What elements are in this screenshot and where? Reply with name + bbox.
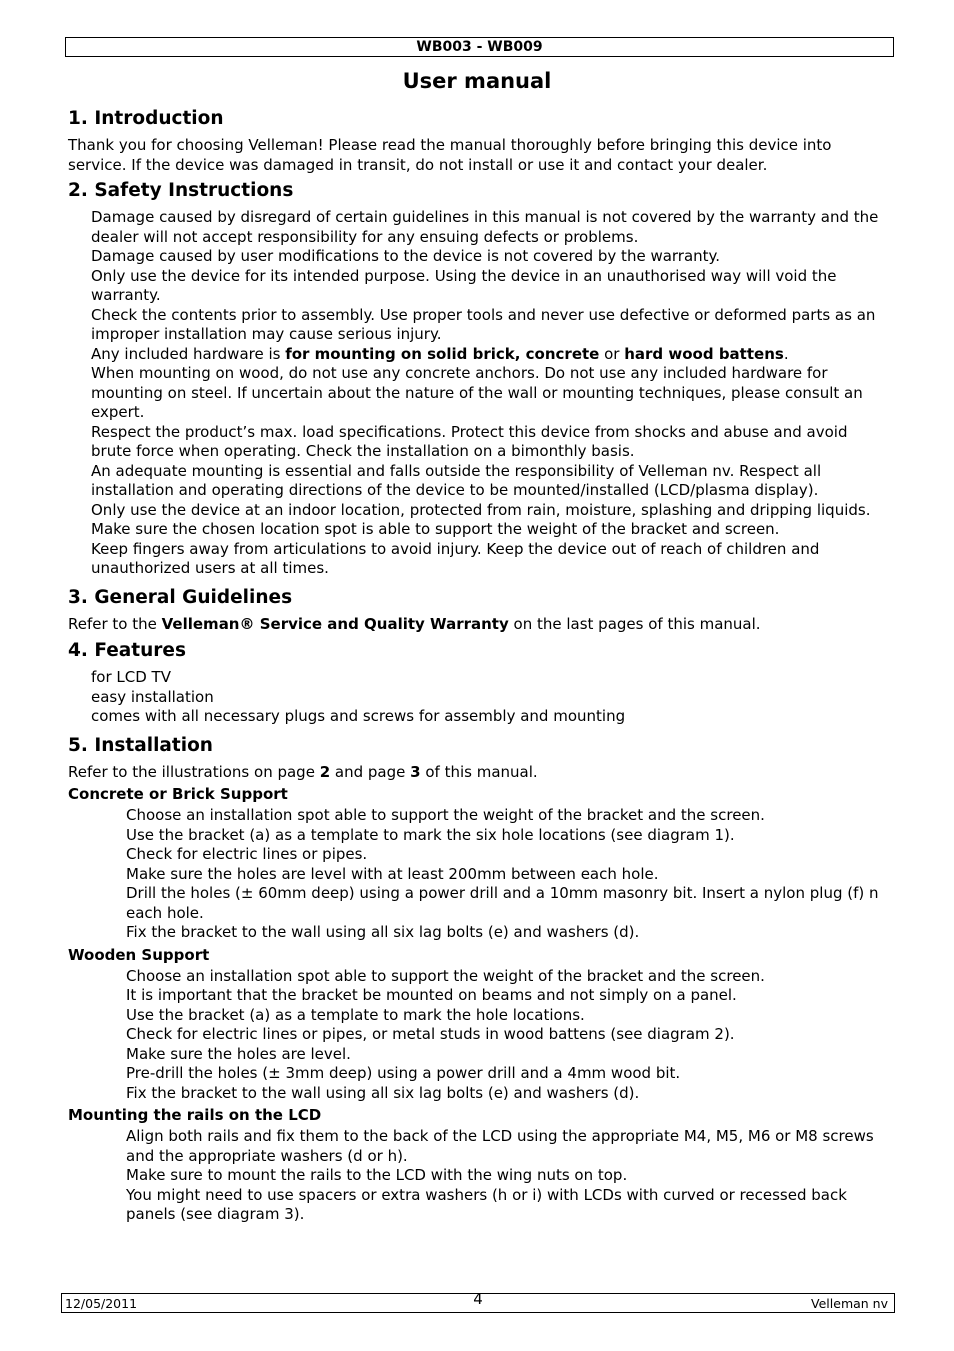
safety-item: When mounting on wood, do not use any concrete anchors. Do not use any included hardware for mounting on steel. If uncertain about the nature of the wall or mounting techniques, please consult an expert. [91, 364, 863, 421]
step-item: You might need to use spacers or extra washers (h or i) with LCDs with curved or recessed back panels (see diagram 3). [126, 1185, 847, 1223]
safety-item: Damage caused by disregard of certain guidelines in this manual is not covered by the warranty and the dealer will not accept responsibility for any ensuing defects or problems. [91, 208, 879, 246]
section-heading-introduction: 1. Introduction [68, 108, 224, 129]
safety-item: An adequate mounting is essential and falls outside the responsibility of Velleman nv. Respect all installation and operating directions of the device to be mounted/installed (LCD/plasma display). [91, 461, 822, 499]
ref-suffix: of this manual. [420, 762, 538, 781]
model-number: WB003 - WB009 [416, 39, 543, 55]
footer-page-number: 4 [473, 1290, 483, 1308]
feature-item: easy installation [91, 687, 214, 706]
step-item: Drill the holes (± 60mm deep) using a power drill and a 10mm masonry bit. Insert a nylon plug (f) n each hole. [126, 884, 879, 922]
step-item: Align both rails and fix them to the back of the LCD using the appropriate M4, M5, M6 or M8 screws and the appropriate washers (d or h). [126, 1127, 874, 1165]
step-item: Make sure the holes are level with at least 200mm between each hole. [126, 864, 659, 883]
concrete-steps [68, 806, 890, 943]
feature-item: for LCD TV [91, 668, 171, 686]
subheading-rails: Mounting the rails on the LCD [68, 1106, 322, 1124]
intro-text: Thank you for choosing Velleman! Please read the manual thoroughly before bringing this device into service. If the device was damaged in transit, do not install or use it and contact your dealer. [68, 136, 832, 174]
page-footer [61, 1290, 895, 1313]
safety-list [68, 208, 890, 579]
hardware-prefix: Any included hardware is [91, 344, 286, 363]
safety-item: Only use the device at an indoor location, protected from rain, moisture, splashing and dripping liquids. Make sure the chosen location spot is able to support the weight of the bracket and screen. [91, 500, 871, 538]
guidelines-text [68, 615, 890, 635]
page-header [65, 37, 894, 57]
section-heading-installation: 5. Installation [68, 734, 213, 756]
safety-item-hardware [91, 345, 890, 365]
features-list [68, 668, 890, 727]
guidelines-prefix: Refer to the [68, 614, 162, 633]
wooden-steps [68, 967, 890, 1104]
hardware-end: . [783, 344, 789, 363]
footer-company: Velleman nv [811, 1296, 888, 1311]
warranty-title: Velleman® Service and Quality Warranty [161, 614, 509, 633]
step-item: Use the bracket (a) as a template to mark the six hole locations (see diagram 1). [126, 825, 735, 844]
section-heading-safety: 2. Safety Instructions [68, 180, 294, 201]
step-item: Pre-drill the holes (± 3mm deep) using a power drill and a 4mm wood bit. [126, 1064, 681, 1082]
safety-item: Only use the device for its intended purpose. Using the device in an unauthorised way will void the warranty. [91, 266, 837, 304]
step-item: Check for electric lines or pipes, or metal studs in wood battens (see diagram 2). [126, 1025, 735, 1043]
step-item: Fix the bracket to the wall using all six lag bolts (e) and washers (d). [126, 1083, 640, 1102]
safety-item: Keep fingers away from articulations to avoid injury. Keep the device out of reach of children and unauthorized users at all times. [91, 539, 820, 577]
ref-page-2: 3 [410, 762, 421, 781]
subheading-wooden: Wooden Support [68, 945, 210, 964]
step-item: Use the bracket (a) as a template to mark the hole locations. [126, 1005, 585, 1024]
ref-prefix: Refer to the illustrations on page [68, 762, 320, 781]
hardware-or: or [599, 344, 625, 363]
safety-item: Respect the product’s max. load specifications. Protect this device from shocks and abuse and avoid brute force when operating. Check the installation on a bimonthly basis. [91, 422, 848, 460]
hardware-bold-2: hard wood battens [624, 344, 784, 363]
rails-steps [68, 1127, 890, 1225]
page-title: User manual [402, 69, 552, 93]
step-item: It is important that the bracket be mounted on beams and not simply on a panel. [126, 986, 737, 1004]
step-item: Choose an installation spot able to support the weight of the bracket and the screen. [126, 806, 765, 824]
ref-mid: and page [330, 762, 411, 781]
step-item: Check for electric lines or pipes. [126, 845, 368, 863]
safety-item: Damage caused by user modifications to the device is not covered by the warranty. [91, 247, 721, 265]
guidelines-suffix: on the last pages of this manual. [508, 614, 761, 633]
step-item: Make sure to mount the rails to the LCD with the wing nuts on top. [126, 1166, 628, 1184]
hardware-bold-1: for mounting on solid brick, concrete [285, 344, 600, 363]
step-item: Make sure the holes are level. [126, 1044, 351, 1063]
section-heading-features: 4. Features [68, 640, 186, 661]
section-heading-guidelines: 3. General Guidelines [68, 586, 293, 608]
ref-page-1: 2 [319, 762, 331, 781]
installation-ref [68, 763, 890, 783]
subheading-concrete: Concrete or Brick Support [68, 785, 288, 803]
feature-item: comes with all necessary plugs and screws for assembly and mounting [91, 707, 626, 725]
safety-item: Check the contents prior to assembly. Use proper tools and never use defective or deformed parts as an improper installation may cause serious injury. [91, 305, 876, 343]
step-item: Choose an installation spot able to support the weight of the bracket and the screen. [126, 966, 765, 985]
document-body [68, 104, 890, 1225]
step-item: Fix the bracket to the wall using all six lag bolts (e) and washers (d). [126, 923, 640, 941]
footer-date: 12/05/2011 [65, 1296, 138, 1311]
